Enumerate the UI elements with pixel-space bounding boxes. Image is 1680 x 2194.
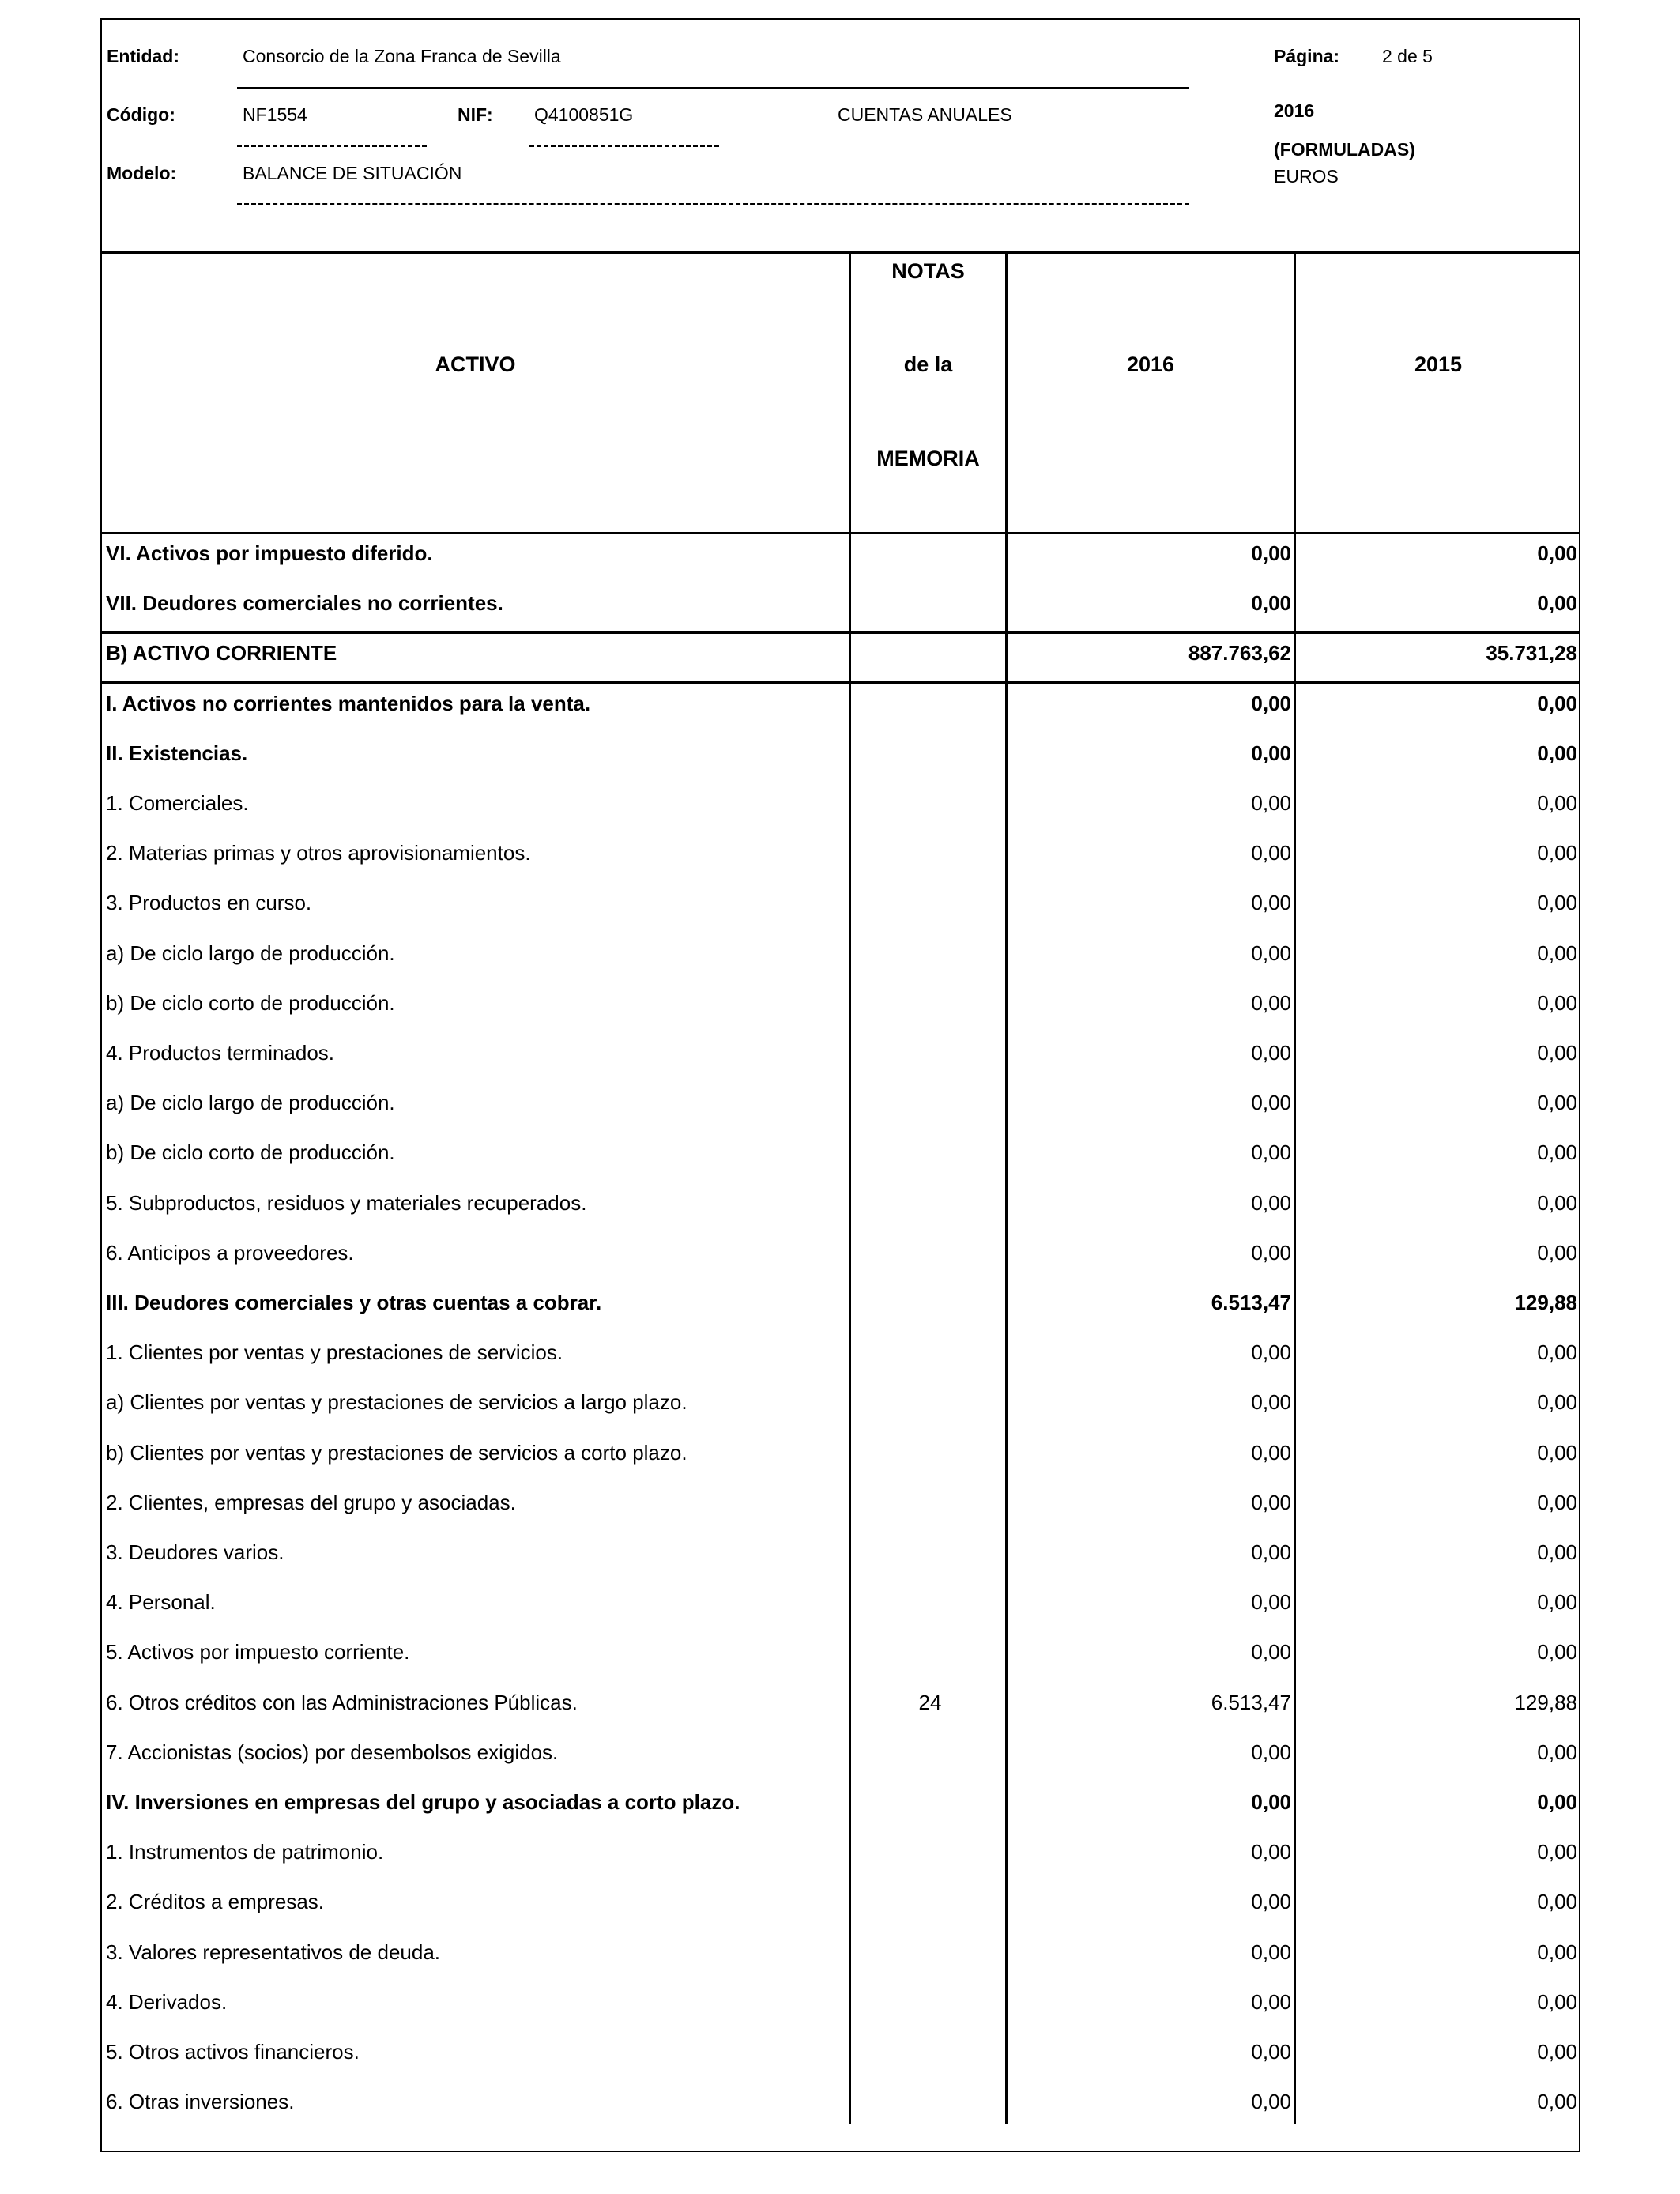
- column-header-2015: 2015: [1414, 352, 1463, 376]
- row-value-2015: 0,00: [1537, 841, 1577, 865]
- row-value-2016: 0,00: [1251, 2040, 1291, 2064]
- row-value-2015: 129,88: [1514, 1291, 1577, 1314]
- row-value-2016: 0,00: [1251, 1989, 1291, 2014]
- row-value-2016: 0,00: [1251, 1390, 1291, 1415]
- row-value-2015: 0,00: [1537, 941, 1577, 965]
- table-row: [102, 631, 1579, 681]
- row-value-2015: 0,00: [1537, 691, 1577, 715]
- row-label: 4. Productos terminados.: [106, 1041, 335, 1065]
- table-row: [102, 1981, 1579, 2030]
- row-value-2016: 0,00: [1251, 891, 1291, 915]
- row-label: b) De ciclo corto de producción.: [106, 990, 395, 1015]
- table-row: [102, 682, 1579, 732]
- row-label: III. Deudores comerciales y otras cuentas a cobrar.: [106, 1291, 602, 1314]
- row-label: II. Existencias.: [106, 741, 248, 765]
- table-row: [102, 1630, 1579, 1680]
- row-value-2016: 6.513,47: [1211, 1690, 1291, 1714]
- row-value-2015: 0,00: [1537, 1140, 1577, 1165]
- table-row: [102, 1331, 1579, 1381]
- row-value-2015: 0,00: [1537, 1340, 1577, 1365]
- row-value-2016: 0,00: [1251, 741, 1291, 765]
- table-row: [102, 1481, 1579, 1531]
- row-value-2016: 6.513,47: [1211, 1291, 1291, 1314]
- row-value-2016: 0,00: [1251, 1740, 1291, 1764]
- table-row: [102, 1830, 1579, 1880]
- row-value-2016: 0,00: [1251, 990, 1291, 1015]
- row-label: 1. Comerciales.: [106, 791, 249, 815]
- row-value-2015: 0,00: [1537, 591, 1577, 616]
- table-row: [102, 2030, 1579, 2080]
- table-row: [102, 1581, 1579, 1630]
- year-label: 2016: [1274, 100, 1315, 121]
- row-value-2016: 0,00: [1251, 1590, 1291, 1615]
- row-value-2016: 0,00: [1251, 1091, 1291, 1115]
- table-row: [102, 532, 1579, 582]
- row-value-2016: 0,00: [1251, 1140, 1291, 1165]
- row-value-2016: 0,00: [1251, 1890, 1291, 1914]
- row-label: 3. Valores representativos de deuda.: [106, 1940, 441, 1964]
- table-row: [102, 782, 1579, 831]
- table-row: [102, 582, 1579, 631]
- cuentas-anuales: CUENTAS ANUALES: [838, 104, 1012, 125]
- row-label: 7. Accionistas (socios) por desembolsos exigidos.: [106, 1740, 559, 1764]
- pagina-value: 2 de 5: [1382, 46, 1433, 66]
- table-row: [102, 831, 1579, 881]
- entidad-underline: [237, 87, 1189, 89]
- codigo-label: Código:: [107, 104, 175, 125]
- row-value-2016: 0,00: [1251, 1790, 1291, 1814]
- column-header-notas-3: MEMORIA: [876, 447, 980, 470]
- row-value-2015: 0,00: [1537, 1740, 1577, 1764]
- row-value-2016: 0,00: [1251, 1490, 1291, 1514]
- row-value-2016: 887.763,62: [1188, 641, 1291, 665]
- row-value-2016: 0,00: [1251, 1840, 1291, 1864]
- row-value-2016: 0,00: [1251, 1540, 1291, 1564]
- row-nota: 24: [918, 1690, 942, 1714]
- row-value-2015: 0,00: [1537, 990, 1577, 1015]
- table-row: [102, 982, 1579, 1031]
- row-label: VI. Activos por impuesto diferido.: [106, 541, 433, 565]
- row-label: B) ACTIVO CORRIENTE: [106, 641, 337, 665]
- table-row: [102, 1031, 1579, 1081]
- table-row: [102, 1381, 1579, 1431]
- row-value-2015: 0,00: [1537, 1940, 1577, 1964]
- column-header-notas-1: NOTAS: [891, 259, 965, 283]
- row-value-2016: 0,00: [1251, 1240, 1291, 1265]
- row-value-2016: 0,00: [1251, 1041, 1291, 1065]
- table-row: [102, 1231, 1579, 1281]
- balance-sheet-page: [100, 18, 1580, 2152]
- row-value-2015: 35.731,28: [1486, 641, 1577, 665]
- row-value-2015: 0,00: [1537, 1440, 1577, 1465]
- table-row: [102, 932, 1579, 982]
- table-row: [102, 881, 1579, 931]
- row-value-2015: 0,00: [1537, 1640, 1577, 1664]
- row-value-2016: 0,00: [1251, 691, 1291, 715]
- row-value-2015: 0,00: [1537, 1041, 1577, 1065]
- row-value-2016: 0,00: [1251, 1340, 1291, 1365]
- row-value-2015: 0,00: [1537, 1590, 1577, 1615]
- row-label: 1. Clientes por ventas y prestaciones de servicios.: [106, 1340, 563, 1365]
- row-value-2016: 0,00: [1251, 1190, 1291, 1215]
- row-label: 2. Clientes, empresas del grupo y asociadas.: [106, 1490, 516, 1514]
- row-value-2015: 0,00: [1537, 541, 1577, 565]
- row-label: 3. Productos en curso.: [106, 891, 312, 915]
- row-value-2015: 0,00: [1537, 1989, 1577, 2014]
- column-header-notas-2: de la: [903, 352, 953, 376]
- formuladas-label: (FORMULADAS): [1274, 139, 1415, 160]
- row-label: VII. Deudores comerciales no corrientes.: [106, 591, 503, 616]
- row-value-2016: 0,00: [1251, 841, 1291, 865]
- row-label: a) De ciclo largo de producción.: [106, 941, 395, 965]
- modelo-value: BALANCE DE SITUACIÓN: [243, 163, 462, 183]
- row-value-2015: 0,00: [1537, 2090, 1577, 2114]
- row-value-2015: 0,00: [1537, 1190, 1577, 1215]
- row-label: 6. Otros créditos con las Administraciones Públicas.: [106, 1690, 578, 1714]
- row-label: 6. Anticipos a proveedores.: [106, 1240, 354, 1265]
- table-row: [102, 1281, 1579, 1331]
- table-row: [102, 1531, 1579, 1581]
- row-label: 5. Otros activos financieros.: [106, 2040, 360, 2064]
- column-header-activo: ACTIVO: [435, 352, 516, 376]
- row-value-2016: 0,00: [1251, 1940, 1291, 1964]
- row-value-2016: 0,00: [1251, 541, 1291, 565]
- entidad-value: Consorcio de la Zona Franca de Sevilla: [243, 46, 561, 66]
- table-row: [102, 1182, 1579, 1231]
- row-value-2016: 0,00: [1251, 1640, 1291, 1664]
- row-label: I. Activos no corrientes mantenidos para la venta.: [106, 691, 591, 715]
- table-row: [102, 1781, 1579, 1830]
- table-row: [102, 1681, 1579, 1731]
- nif-underline: [529, 145, 719, 147]
- row-label: 1. Instrumentos de patrimonio.: [106, 1840, 384, 1864]
- pagina-label: Página:: [1274, 46, 1340, 66]
- row-value-2016: 0,00: [1251, 591, 1291, 616]
- codigo-value: NF1554: [243, 104, 307, 125]
- table-row: [102, 1880, 1579, 1930]
- nif-label: NIF:: [458, 104, 493, 125]
- row-value-2015: 0,00: [1537, 1840, 1577, 1864]
- row-value-2016: 0,00: [1251, 941, 1291, 965]
- table-row: [102, 1131, 1579, 1181]
- row-value-2015: 0,00: [1537, 2040, 1577, 2064]
- row-value-2015: 0,00: [1537, 1091, 1577, 1115]
- codigo-underline: [237, 145, 427, 147]
- row-label: 6. Otras inversiones.: [106, 2090, 295, 2114]
- row-label: a) Clientes por ventas y prestaciones de servicios a largo plazo.: [106, 1390, 687, 1415]
- row-value-2015: 0,00: [1537, 1490, 1577, 1514]
- row-label: b) De ciclo corto de producción.: [106, 1140, 395, 1165]
- row-value-2015: 0,00: [1537, 1390, 1577, 1415]
- row-value-2016: 0,00: [1251, 791, 1291, 815]
- row-value-2015: 0,00: [1537, 1240, 1577, 1265]
- row-value-2015: 0,00: [1537, 1790, 1577, 1814]
- row-value-2015: 0,00: [1537, 1890, 1577, 1914]
- row-label: 4. Personal.: [106, 1590, 216, 1615]
- column-header-2016: 2016: [1126, 352, 1175, 376]
- row-value-2016: 0,00: [1251, 1440, 1291, 1465]
- row-value-2016: 0,00: [1251, 2090, 1291, 2114]
- row-value-2015: 0,00: [1537, 1540, 1577, 1564]
- row-value-2015: 0,00: [1537, 741, 1577, 765]
- modelo-underline: [237, 203, 1189, 205]
- entidad-label: Entidad:: [107, 46, 179, 66]
- table-row: [102, 2080, 1579, 2130]
- nif-value: Q4100851G: [534, 104, 634, 125]
- table-row: [102, 1081, 1579, 1131]
- row-label: a) De ciclo largo de producción.: [106, 1091, 395, 1115]
- row-label: 4. Derivados.: [106, 1989, 228, 2014]
- row-label: IV. Inversiones en empresas del grupo y asociadas a corto plazo.: [106, 1790, 740, 1814]
- row-label: 2. Materias primas y otros aprovisionamientos.: [106, 841, 531, 865]
- row-label: 5. Subproductos, residuos y materiales recuperados.: [106, 1190, 587, 1215]
- table-row: [102, 1431, 1579, 1481]
- row-label: 5. Activos por impuesto corriente.: [106, 1640, 410, 1664]
- row-label: b) Clientes por ventas y prestaciones de servicios a corto plazo.: [106, 1440, 687, 1465]
- modelo-label: Modelo:: [107, 163, 177, 183]
- table-row: [102, 1931, 1579, 1981]
- row-value-2015: 0,00: [1537, 891, 1577, 915]
- row-value-2015: 129,88: [1514, 1690, 1577, 1714]
- row-label: 2. Créditos a empresas.: [106, 1890, 325, 1914]
- table-row: [102, 732, 1579, 782]
- header-separator: [102, 251, 1579, 254]
- row-label: 3. Deudores varios.: [106, 1540, 284, 1564]
- table-row: [102, 1731, 1579, 1781]
- currency-label: EUROS: [1274, 166, 1339, 187]
- row-value-2015: 0,00: [1537, 791, 1577, 815]
